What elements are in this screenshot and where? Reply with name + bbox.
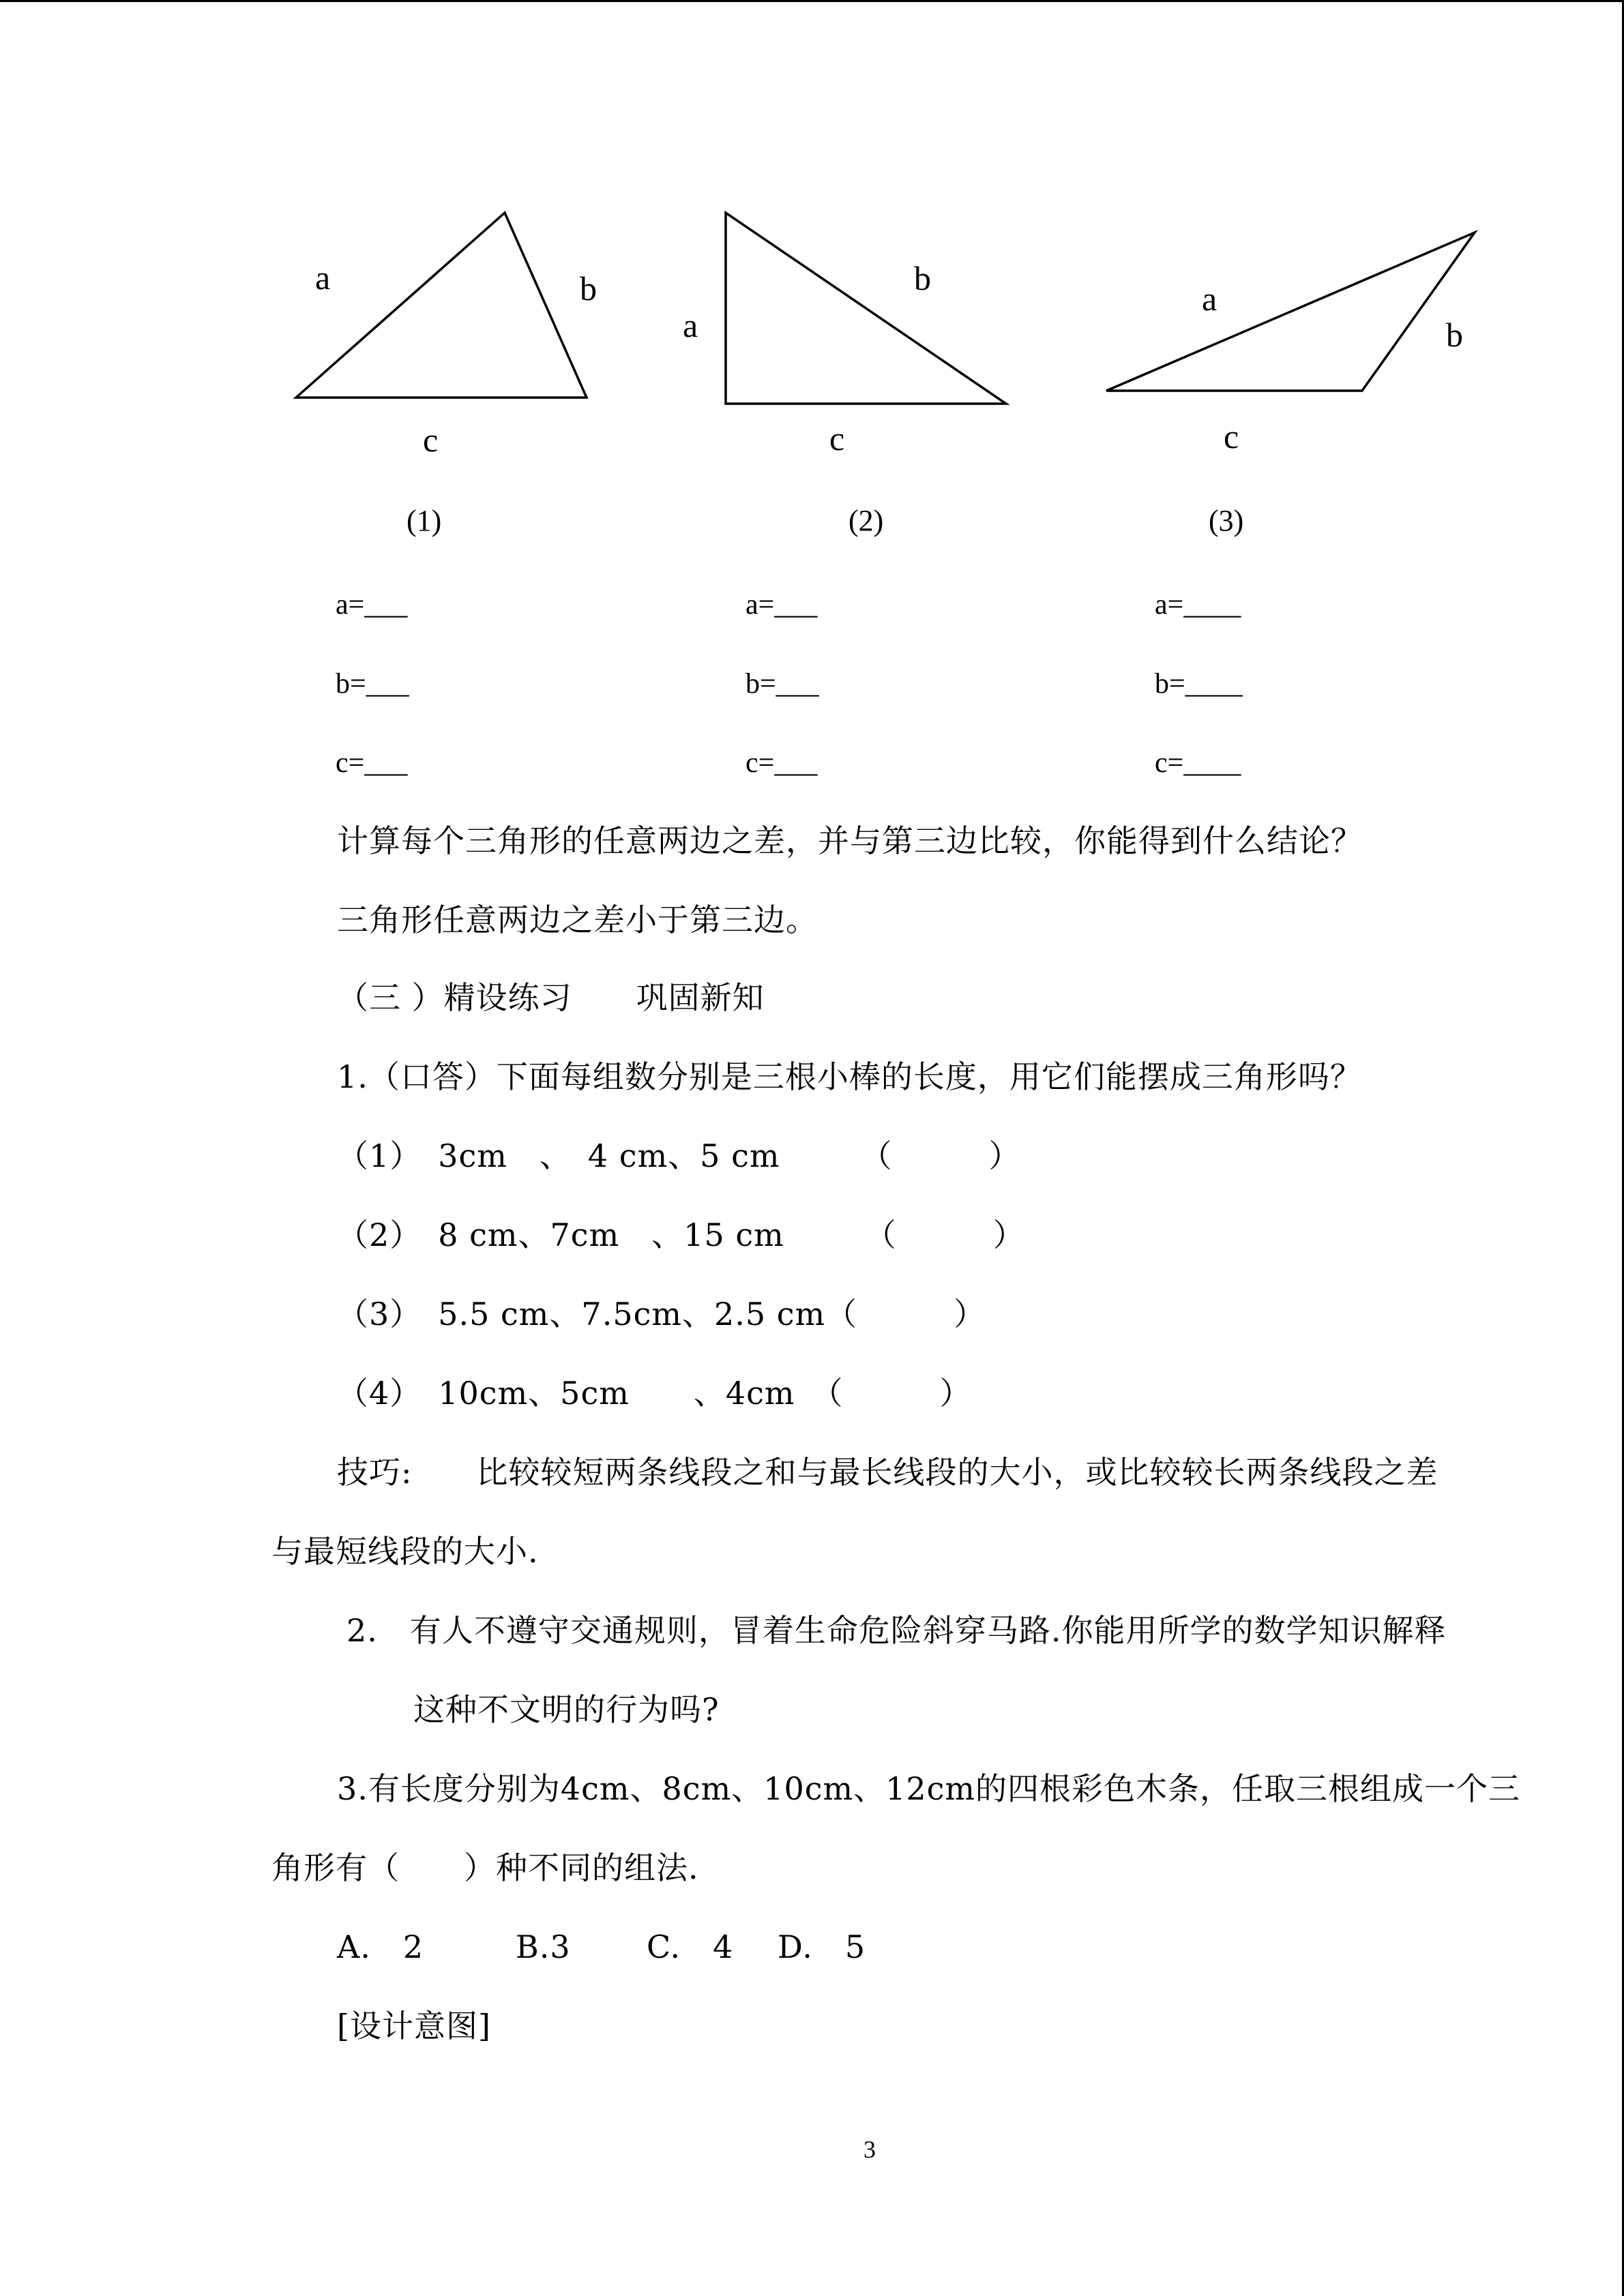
tri2-label-b: b [914, 259, 931, 297]
col3-c: c=____ [1155, 747, 1241, 779]
tri1-label-b: b [580, 269, 597, 308]
triangle-1 [296, 213, 587, 398]
q1-item-4: （4） 10cm、5cm 、4cm （ ） [337, 1375, 972, 1412]
col2-b: b=___ [745, 668, 819, 700]
q1-item-3: （3） 5.5 cm、7.5cm、2.5 cm（ ） [337, 1296, 986, 1332]
tri3-label-a: a [1202, 280, 1217, 318]
col1-c: c=___ [336, 747, 408, 779]
tri1-caption: (1) [407, 504, 442, 537]
tri3-caption: (3) [1209, 504, 1244, 537]
tri2-label-c: c [829, 419, 845, 458]
col1-a: a=___ [336, 589, 408, 621]
section-heading: （三 ）精设练习 巩固新知 [337, 979, 765, 1016]
col2-c: c=___ [745, 747, 818, 779]
q3-option-c: C. 4 [647, 1928, 734, 1965]
col2-a: a=___ [745, 589, 818, 621]
tri1-label-c: c [423, 421, 439, 459]
col3-a: a=____ [1155, 589, 1241, 621]
page-number: 3 [863, 2136, 876, 2163]
question-text: 计算每个三角形的任意两边之差，并与第三边比较，你能得到什么结论？ [337, 822, 1363, 859]
tri1-label-a: a [315, 258, 331, 297]
q3-option-b: B.3 [516, 1928, 571, 1965]
q3-option-d: D. 5 [778, 1928, 866, 1965]
triangle-figures [0, 0, 1624, 477]
tri2-caption: (2) [848, 504, 884, 537]
q3-line-2: 角形有（ ）种不同的组法. [271, 1849, 699, 1886]
q3-option-a: A. 2 [337, 1928, 424, 1965]
q2-line-1: 2. 有人不遵守交通规则，冒着生命危险斜穿马路.你能用所学的数学知识解释 [346, 1612, 1447, 1649]
tri3-label-b: b [1446, 316, 1463, 354]
q1-item-1: （1） 3cm 、 4 cm、5 cm （ ） [337, 1137, 1021, 1174]
q3-line-1: 3.有长度分别为4cm、8cm、10cm、12cm的四根彩色木条，任取三根组成一个三 [337, 1770, 1521, 1807]
triangle-2 [726, 213, 1006, 404]
q2-line-2: 这种不文明的行为吗? [413, 1691, 720, 1728]
col3-b: b=____ [1155, 668, 1243, 700]
col1-b: b=___ [336, 668, 409, 700]
design-intent: [设计意图] [337, 2008, 491, 2044]
triangle-3 [1106, 233, 1475, 391]
tip-line-2: 与最短线段的大小. [271, 1533, 539, 1570]
q1-text: 1.（口答）下面每组数分别是三根小棒的长度，用它们能摆成三角形吗？ [337, 1058, 1362, 1095]
tip-line-1: 技巧: 比较较短两条线段之和与最长线段的大小，或比较较长两条线段之差 [337, 1454, 1438, 1491]
q1-item-2: （2） 8 cm、7cm 、15 cm （ ） [337, 1217, 1025, 1253]
conclusion-text: 三角形任意两边之差小于第三边。 [337, 901, 818, 938]
tri3-label-c: c [1224, 417, 1239, 456]
tri2-label-a: a [683, 306, 698, 344]
